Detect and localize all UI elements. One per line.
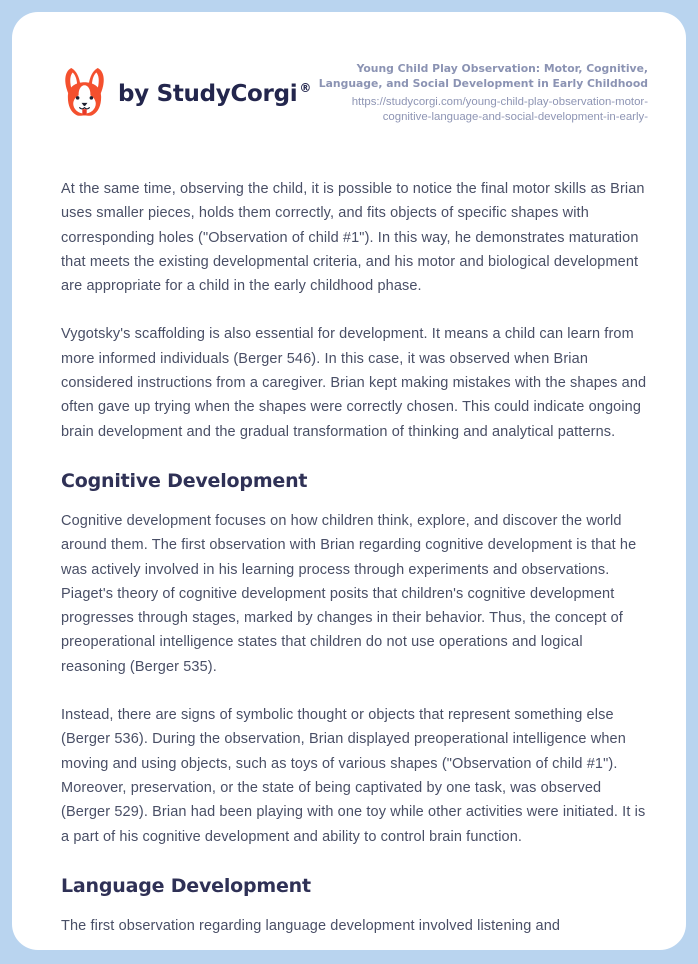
brand-name-text: by StudyCorgi — [118, 80, 298, 107]
paragraph-cognitive-1: Cognitive development focuses on how children think, explore, and discover the world around them. The first observation with Brian regarding cognitive development is that he was actively involved in his learning process through experiments and observations. Piaget's theory of cognitive development posits that children's cognitive development progresses through stages, marked by changes in their behavior. Thus, the concept of preoperational intelligence states that children do not use operations and logical reasoning (Berger 535). — [61, 512, 637, 675]
document-body — [61, 177, 648, 938]
doc-title: Young Child Play Observation: Motor, Cognitive, Language, and Social Development in Early Childhood — [318, 62, 648, 90]
registered-trademark-icon: ® — [299, 80, 312, 95]
paragraph-cognitive-2: Instead, there are signs of symbolic thought or objects that represent something else (Berger 536). During the observation, Brian displayed preoperational intelligence when moving and using objects, such as toys of various shapes ("Observation of child #1"). Moreover, preservation, or the state of being captivated by one task, was observed (Berger 529). Brian had been playing with one toy while other activities were initiated. It is a part of his cognitive development and ability to control brain function. — [61, 707, 646, 845]
brand-name — [118, 81, 311, 107]
document-card — [12, 12, 686, 950]
brand — [61, 65, 311, 123]
corgi-logo-icon — [61, 65, 108, 123]
document-header — [61, 62, 648, 125]
section-heading-cognitive-development: Cognitive Development — [61, 469, 308, 492]
paragraph-motor-skills: At the same time, observing the child, it is possible to notice the final motor skills as Brian uses smaller pieces, holds them correctly, and fits objects of specific shapes with corresponding holes ("Observation of child #1"). In this way, he demonstrates maturation that meets the existing developmental criteria, and his motor and biological development are appropriate for a child in the early childhood phase. — [61, 181, 645, 295]
doc-url-link[interactable]: https://studycorgi.com/young-child-play-observation-motor-cognitive-language-and-social-development-in-early- — [351, 96, 648, 123]
paragraph-scaffolding: Vygotsky's scaffolding is also essential for development. It means a child can learn from more informed individuals (Berger 546). In this case, it was observed when Brian considered instructions from a caregiver. Brian kept making mistakes with the shapes and often gave up trying when the shapes were correctly chosen. This could indicate ongoing brain development and the gradual transformation of thinking and analytical patterns. — [61, 326, 647, 440]
doc-meta — [311, 62, 648, 125]
section-heading-language-development: Language Development — [61, 874, 311, 897]
paragraph-language-1: The first observation regarding language development involved listening and — [61, 917, 561, 934]
